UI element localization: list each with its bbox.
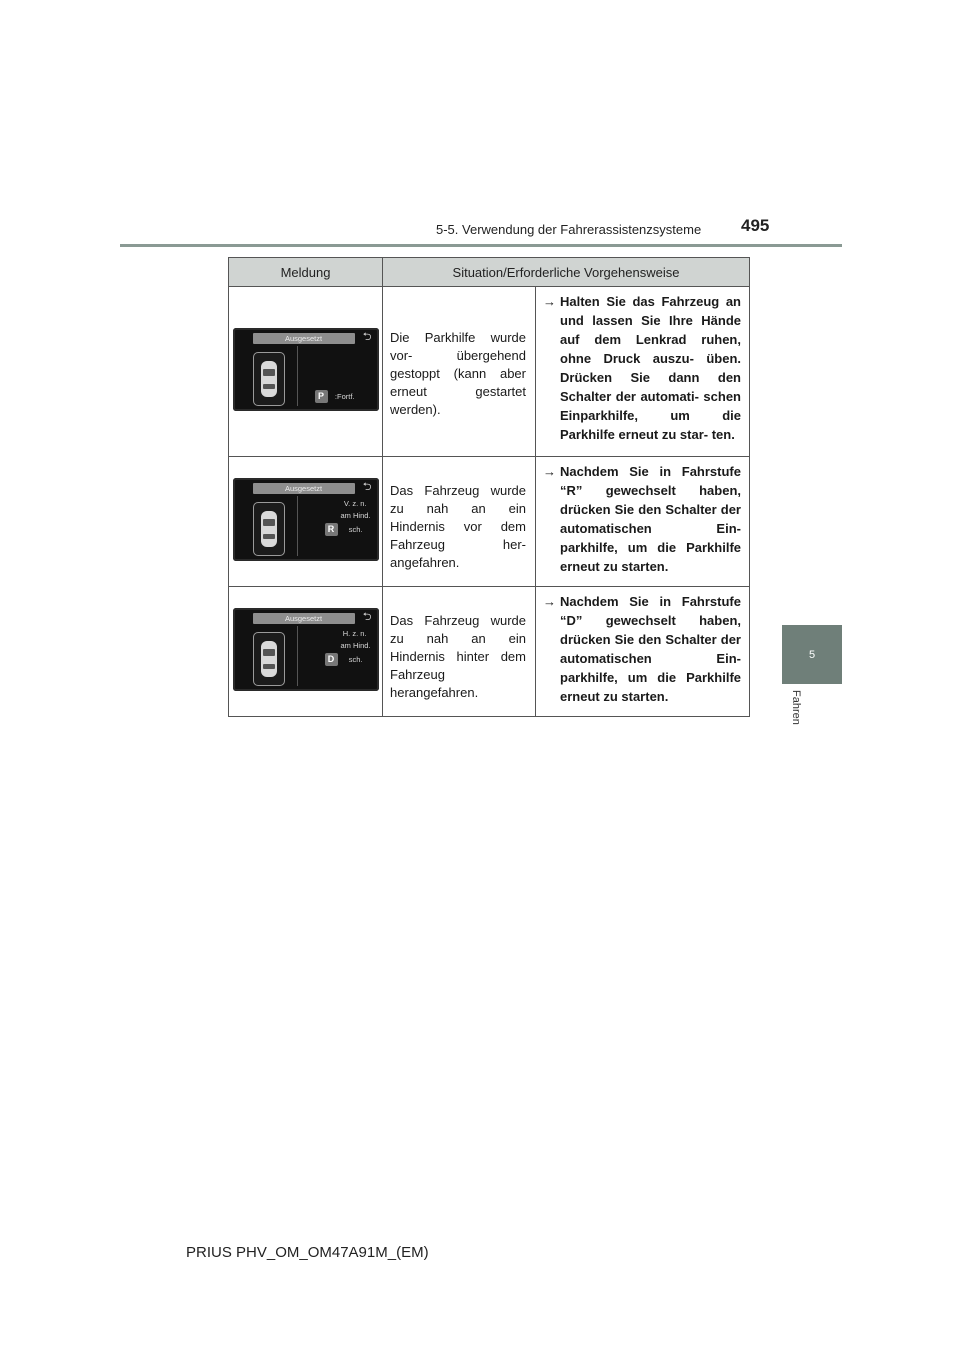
screen-line-1: H. z. n.: [342, 628, 367, 638]
action-text: Nachdem Sie in Fahrstufe “R” gewechselt haben, drücken Sie den Schalter der automatischen Ein- parkhilfe, um die Parkhilfe erneut zu starten.: [560, 464, 741, 574]
chapter-number: 5: [808, 648, 816, 661]
back-icon: ⮌: [362, 480, 372, 493]
car-icon: [253, 632, 285, 686]
table-row: [229, 457, 750, 587]
col-header-message: Meldung: [229, 258, 383, 287]
screen-divider: [297, 626, 298, 686]
screen-status-bar: Ausgesetzt: [253, 333, 355, 344]
document-code: PRIUS PHV_OM_OM47A91M_(EM): [186, 1244, 429, 1261]
back-icon: ⮌: [362, 330, 372, 343]
parking-switch-icon: P: [315, 390, 328, 403]
screen-divider: [297, 496, 298, 556]
arrow-icon: →: [543, 294, 556, 309]
chapter-tab: [782, 625, 842, 684]
screen-suffix: sch.: [348, 654, 363, 664]
table-row: [229, 287, 750, 457]
screen-suffix: sch.: [348, 524, 363, 534]
header-rule: [120, 244, 842, 247]
car-icon: [253, 352, 285, 406]
screen-divider: [297, 346, 298, 406]
chapter-label: Fahren: [790, 690, 802, 725]
shift-r-icon: R: [325, 523, 338, 536]
screen-line-1: V. z. n.: [343, 498, 367, 508]
situation-text: Die Parkhilfe wurde vor- übergehend gestoppt (kann aber erneut gestartet werden).: [383, 287, 536, 457]
car-icon: [253, 502, 285, 556]
action-text: Halten Sie das Fahrzeug an und lassen Sie Ihre Hände auf dem Lenkrad ruhen, ohne Druck auszu- üben. Drücken Sie dann den Schalter der automati- schen Einparkhilfe, um die Parkhilfe erneut zu star- ten.: [560, 294, 741, 442]
situation-text: Das Fahrzeug wurde zu nah an ein Hindernis vor dem Fahrzeug her- angefahren.: [383, 457, 536, 587]
arrow-icon: →: [543, 464, 556, 479]
section-title: 5-5. Verwendung der Fahrerassistenzsysteme: [436, 222, 702, 237]
table-header-row: [229, 258, 750, 287]
screen-status-bar: Ausgesetzt: [253, 483, 355, 494]
screen-status-bar: Ausgesetzt: [253, 613, 355, 624]
display-screen: [233, 478, 379, 561]
message-table: [228, 257, 750, 717]
page-number: 495: [741, 216, 770, 235]
screen-line-2: am Hind.: [340, 510, 371, 520]
col-header-situation: Situation/Erforderliche Vorgehensweise: [383, 258, 750, 287]
display-screen: [233, 608, 379, 691]
situation-text: Das Fahrzeug wurde zu nah an ein Hindernis hinter dem Fahrzeug herangefahren.: [383, 587, 536, 717]
message-screen-cell: [229, 587, 383, 717]
screen-line-2: am Hind.: [340, 640, 371, 650]
arrow-icon: →: [543, 594, 556, 609]
message-screen-cell: [229, 287, 383, 457]
display-screen: [233, 328, 379, 411]
table-row: [229, 587, 750, 717]
back-icon: ⮌: [362, 610, 372, 623]
message-screen-cell: [229, 457, 383, 587]
screen-suffix: :Fortf.: [334, 391, 355, 401]
action-text: Nachdem Sie in Fahrstufe “D” gewechselt haben, drücken Sie den Schalter der automatischen Ein- parkhilfe, um die Parkhilfe erneut zu starten.: [560, 594, 741, 704]
shift-d-icon: D: [325, 653, 338, 666]
